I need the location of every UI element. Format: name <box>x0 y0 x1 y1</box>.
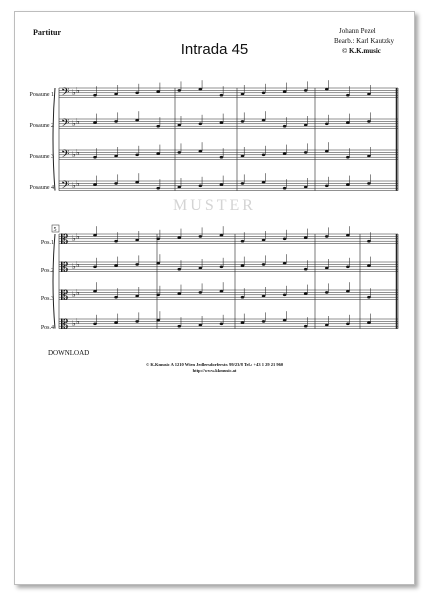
instrument-label-s2-4: Pos.4 <box>40 325 54 331</box>
note-head <box>135 320 139 323</box>
note-head <box>199 291 203 294</box>
note-head <box>156 152 160 155</box>
flat-icon: ♭ <box>76 147 80 157</box>
note-head <box>177 151 181 154</box>
note-head <box>346 266 350 269</box>
flat-icon: ♭ <box>76 85 80 95</box>
copyright-notice: © K.K.music <box>342 47 381 55</box>
note-head <box>135 263 139 266</box>
note-head <box>177 292 181 295</box>
note-head <box>135 154 139 157</box>
note-head <box>346 121 350 124</box>
flat-icon: ♭ <box>76 116 80 126</box>
note-head <box>241 240 245 243</box>
note-head <box>114 182 118 185</box>
note-head <box>367 296 371 299</box>
note-head <box>262 181 266 184</box>
note-head <box>241 120 245 123</box>
clef-icon: 𝄢 <box>61 148 70 164</box>
note-head <box>241 296 245 299</box>
note-head <box>367 321 371 324</box>
note-head <box>114 120 118 123</box>
note-head <box>199 123 203 126</box>
flat-icon: ♭ <box>76 287 80 297</box>
flat-icon: ♭ <box>72 262 76 272</box>
flat-icon: ♭ <box>72 150 76 160</box>
note-head <box>199 150 203 153</box>
note-head <box>304 268 308 271</box>
instrument-label-1: Posaune 1 <box>29 92 54 98</box>
note-head <box>241 264 245 267</box>
flat-icon: ♭ <box>72 234 76 244</box>
measure-number: 5 <box>53 227 57 233</box>
note-head <box>93 266 97 269</box>
note-head <box>199 88 203 91</box>
note-head <box>156 294 160 297</box>
instrument-label-s2-2: Pos.2 <box>40 268 54 274</box>
note-head <box>283 294 287 297</box>
note-head <box>262 295 266 298</box>
note-head <box>304 186 308 189</box>
note-head <box>325 267 329 270</box>
note-head <box>346 290 350 293</box>
note-head <box>135 295 139 298</box>
note-head <box>304 236 308 239</box>
note-head <box>93 323 97 326</box>
note-head <box>93 290 97 293</box>
music-score <box>15 12 414 584</box>
flat-icon: ♭ <box>72 290 76 300</box>
note-head <box>114 155 118 158</box>
note-head <box>114 296 118 299</box>
flat-icon: ♭ <box>76 259 80 269</box>
note-head <box>241 182 245 185</box>
clef-icon: 𝄡 <box>61 288 69 304</box>
note-head <box>93 94 97 97</box>
note-head <box>93 121 97 124</box>
note-head <box>346 156 350 159</box>
note-head <box>199 235 203 238</box>
note-head <box>304 292 308 295</box>
note-head <box>241 155 245 158</box>
note-head <box>304 325 308 328</box>
note-head <box>325 324 329 327</box>
footer-website: http://www.kkmusic.at <box>192 368 237 373</box>
note-head <box>220 94 224 97</box>
note-head <box>325 185 329 188</box>
note-head <box>199 185 203 188</box>
arranger-name: Bearb.: Karl Kautzky <box>334 37 395 45</box>
note-head <box>114 93 118 96</box>
note-head <box>283 152 287 155</box>
note-head <box>367 182 371 185</box>
clef-icon: 𝄡 <box>61 232 69 248</box>
instrument-label-4: Posaune 4 <box>29 185 54 191</box>
note-head <box>114 264 118 267</box>
note-head <box>262 239 266 242</box>
note-head <box>156 187 160 190</box>
note-head <box>283 319 287 322</box>
note-head <box>156 319 160 322</box>
clef-icon: 𝄢 <box>61 86 70 102</box>
note-head <box>156 90 160 93</box>
note-head <box>262 263 266 266</box>
note-head <box>367 264 371 267</box>
note-head <box>241 321 245 324</box>
flat-icon: ♭ <box>76 231 80 241</box>
clef-icon: 𝄡 <box>61 260 69 276</box>
note-head <box>177 236 181 239</box>
instrument-label-s2-3: Pos.3 <box>40 296 54 302</box>
watermark: MUSTER <box>173 197 256 214</box>
note-head <box>220 323 224 326</box>
note-head <box>262 119 266 122</box>
flat-icon: ♭ <box>72 119 76 129</box>
note-head <box>283 125 287 128</box>
note-head <box>220 266 224 269</box>
note-head <box>325 291 329 294</box>
note-head <box>325 88 329 91</box>
note-head <box>325 150 329 153</box>
note-head <box>283 238 287 241</box>
footer-address: © K.Kmusic A 1210 Wien Jedlersdorferstr. 99/23/8 Tel.: +43 1 29 21 960 <box>145 362 284 367</box>
page-title: Intrada 45 <box>180 41 249 58</box>
note-head <box>156 125 160 128</box>
flat-icon: ♭ <box>72 319 76 329</box>
download-label[interactable]: DOWNLOAD <box>48 349 90 357</box>
note-head <box>114 321 118 324</box>
note-head <box>135 181 139 184</box>
note-head <box>135 239 139 242</box>
note-head <box>262 154 266 157</box>
note-head <box>262 320 266 323</box>
note-head <box>220 234 224 237</box>
note-head <box>241 93 245 96</box>
note-head <box>367 155 371 158</box>
note-head <box>220 121 224 124</box>
instrument-label-s2-1: Pos.1 <box>40 240 54 246</box>
flat-icon: ♭ <box>76 178 80 188</box>
note-head <box>262 92 266 95</box>
note-head <box>283 262 287 265</box>
clef-icon: 𝄡 <box>61 317 69 333</box>
note-head <box>177 325 181 328</box>
note-head <box>304 89 308 92</box>
note-head <box>346 323 350 326</box>
flat-icon: ♭ <box>76 316 80 326</box>
flat-icon: ♭ <box>72 181 76 191</box>
note-head <box>325 123 329 126</box>
instrument-label-3: Posaune 3 <box>29 154 54 160</box>
note-head <box>220 183 224 186</box>
note-head <box>220 290 224 293</box>
note-head <box>135 119 139 122</box>
note-head <box>177 124 181 127</box>
flat-icon: ♭ <box>72 88 76 98</box>
note-head <box>199 324 203 327</box>
note-head <box>156 238 160 241</box>
note-head <box>93 183 97 186</box>
note-head <box>346 94 350 97</box>
note-head <box>346 183 350 186</box>
note-head <box>135 92 139 95</box>
note-head <box>93 156 97 159</box>
clef-icon: 𝄢 <box>61 179 70 195</box>
note-head <box>177 186 181 189</box>
note-head <box>156 262 160 265</box>
note-head <box>220 156 224 159</box>
note-head <box>283 90 287 93</box>
note-head <box>346 234 350 237</box>
note-head <box>93 234 97 237</box>
note-head <box>304 151 308 154</box>
note-head <box>304 124 308 127</box>
note-head <box>283 187 287 190</box>
note-head <box>367 120 371 123</box>
note-head <box>177 268 181 271</box>
note-head <box>114 240 118 243</box>
clef-icon: 𝄢 <box>61 117 70 133</box>
partitur-label: Partitur <box>33 28 61 37</box>
sheet-music-page <box>14 11 415 585</box>
composer-name: Johann Pezel <box>339 27 376 35</box>
note-head <box>177 89 181 92</box>
note-head <box>199 267 203 270</box>
note-head <box>367 93 371 96</box>
instrument-label-2: Posaune 2 <box>29 123 54 129</box>
note-head <box>325 235 329 238</box>
note-head <box>367 240 371 243</box>
